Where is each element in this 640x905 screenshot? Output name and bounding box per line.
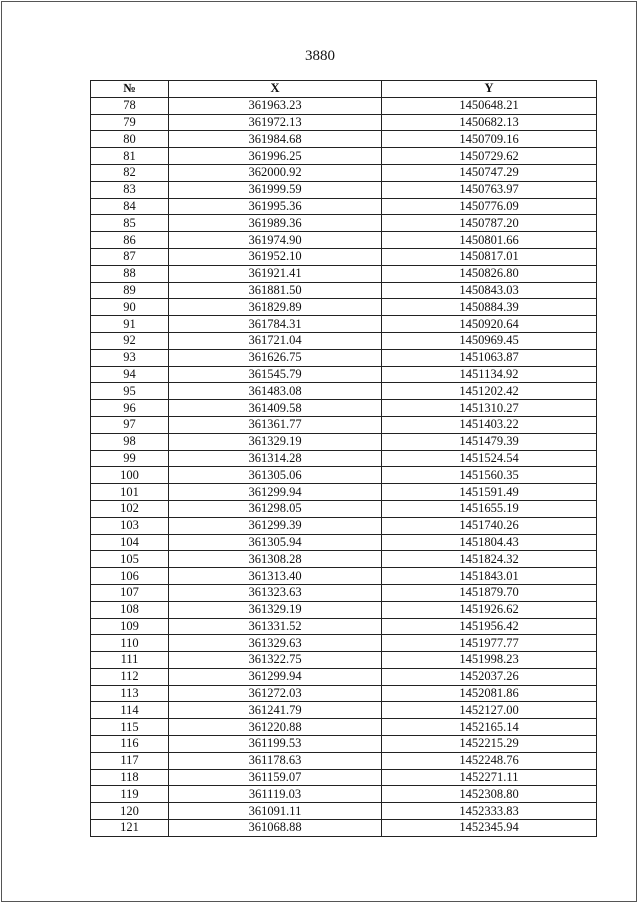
cell-y: 1451479.39 bbox=[382, 433, 597, 450]
table-row bbox=[91, 148, 597, 165]
cell-x: 361972.13 bbox=[169, 114, 382, 131]
cell-number: 118 bbox=[91, 769, 169, 786]
cell-number: 93 bbox=[91, 349, 169, 366]
cell-y: 1451560.35 bbox=[382, 467, 597, 484]
table-row bbox=[91, 752, 597, 769]
coordinates-table bbox=[90, 80, 597, 837]
cell-y: 1451843.01 bbox=[382, 568, 597, 585]
table-row bbox=[91, 450, 597, 467]
cell-x: 361409.58 bbox=[169, 400, 382, 417]
table-row bbox=[91, 820, 597, 837]
cell-y: 1450747.29 bbox=[382, 164, 597, 181]
cell-number: 114 bbox=[91, 702, 169, 719]
cell-y: 1450817.01 bbox=[382, 248, 597, 265]
cell-y: 1452271.11 bbox=[382, 769, 597, 786]
cell-number: 113 bbox=[91, 685, 169, 702]
table-row bbox=[91, 181, 597, 198]
cell-x: 361305.06 bbox=[169, 467, 382, 484]
cell-y: 1452037.26 bbox=[382, 668, 597, 685]
table-header bbox=[91, 81, 597, 98]
cell-y: 1450763.97 bbox=[382, 181, 597, 198]
cell-number: 106 bbox=[91, 568, 169, 585]
cell-y: 1451403.22 bbox=[382, 416, 597, 433]
cell-x: 361784.31 bbox=[169, 316, 382, 333]
cell-x: 361721.04 bbox=[169, 332, 382, 349]
cell-x: 361299.39 bbox=[169, 517, 382, 534]
cell-number: 104 bbox=[91, 534, 169, 551]
cell-number: 82 bbox=[91, 164, 169, 181]
cell-x: 361314.28 bbox=[169, 450, 382, 467]
cell-number: 98 bbox=[91, 433, 169, 450]
cell-number: 111 bbox=[91, 652, 169, 669]
cell-y: 1452215.29 bbox=[382, 736, 597, 753]
cell-y: 1450648.21 bbox=[382, 97, 597, 114]
cell-x: 361199.53 bbox=[169, 736, 382, 753]
cell-number: 83 bbox=[91, 181, 169, 198]
table-row bbox=[91, 164, 597, 181]
table-row bbox=[91, 433, 597, 450]
table-row bbox=[91, 248, 597, 265]
cell-number: 87 bbox=[91, 248, 169, 265]
cell-x: 361984.68 bbox=[169, 131, 382, 148]
cell-number: 112 bbox=[91, 668, 169, 685]
table-row bbox=[91, 97, 597, 114]
cell-number: 79 bbox=[91, 114, 169, 131]
header-y: Y bbox=[382, 81, 597, 98]
table-row bbox=[91, 685, 597, 702]
cell-number: 97 bbox=[91, 416, 169, 433]
cell-number: 92 bbox=[91, 332, 169, 349]
cell-x: 361305.94 bbox=[169, 534, 382, 551]
cell-number: 119 bbox=[91, 786, 169, 803]
cell-y: 1450969.45 bbox=[382, 332, 597, 349]
cell-number: 110 bbox=[91, 635, 169, 652]
table-row bbox=[91, 786, 597, 803]
cell-x: 361299.94 bbox=[169, 668, 382, 685]
cell-y: 1450682.13 bbox=[382, 114, 597, 131]
cell-number: 121 bbox=[91, 820, 169, 837]
cell-y: 1452308.80 bbox=[382, 786, 597, 803]
table-row bbox=[91, 702, 597, 719]
cell-number: 90 bbox=[91, 299, 169, 316]
header-number: № bbox=[91, 81, 169, 98]
cell-x: 361963.23 bbox=[169, 97, 382, 114]
cell-x: 361331.52 bbox=[169, 618, 382, 635]
table-row bbox=[91, 736, 597, 753]
cell-y: 1451977.77 bbox=[382, 635, 597, 652]
cell-x: 361272.03 bbox=[169, 685, 382, 702]
cell-y: 1451740.26 bbox=[382, 517, 597, 534]
cell-number: 100 bbox=[91, 467, 169, 484]
cell-y: 1451202.42 bbox=[382, 383, 597, 400]
cell-x: 361996.25 bbox=[169, 148, 382, 165]
cell-number: 105 bbox=[91, 551, 169, 568]
cell-x: 361241.79 bbox=[169, 702, 382, 719]
header-x: X bbox=[169, 81, 382, 98]
cell-number: 107 bbox=[91, 584, 169, 601]
cell-y: 1452081.86 bbox=[382, 685, 597, 702]
cell-y: 1451879.70 bbox=[382, 584, 597, 601]
cell-number: 94 bbox=[91, 366, 169, 383]
cell-x: 361545.79 bbox=[169, 366, 382, 383]
cell-number: 117 bbox=[91, 752, 169, 769]
cell-y: 1450709.16 bbox=[382, 131, 597, 148]
table-row bbox=[91, 584, 597, 601]
cell-y: 1451926.62 bbox=[382, 601, 597, 618]
cell-y: 1451310.27 bbox=[382, 400, 597, 417]
cell-y: 1451591.49 bbox=[382, 484, 597, 501]
header-row bbox=[91, 81, 597, 98]
cell-x: 361178.63 bbox=[169, 752, 382, 769]
cell-number: 89 bbox=[91, 282, 169, 299]
cell-x: 361323.63 bbox=[169, 584, 382, 601]
cell-x: 361626.75 bbox=[169, 349, 382, 366]
cell-x: 361313.40 bbox=[169, 568, 382, 585]
cell-x: 361881.50 bbox=[169, 282, 382, 299]
cell-x: 361329.63 bbox=[169, 635, 382, 652]
table-row bbox=[91, 500, 597, 517]
cell-x: 361091.11 bbox=[169, 803, 382, 820]
cell-y: 1450787.20 bbox=[382, 215, 597, 232]
table-row bbox=[91, 635, 597, 652]
cell-y: 1450801.66 bbox=[382, 232, 597, 249]
table-row bbox=[91, 568, 597, 585]
cell-number: 99 bbox=[91, 450, 169, 467]
cell-number: 96 bbox=[91, 400, 169, 417]
cell-x: 361299.94 bbox=[169, 484, 382, 501]
cell-x: 361298.05 bbox=[169, 500, 382, 517]
cell-y: 1452248.76 bbox=[382, 752, 597, 769]
cell-number: 115 bbox=[91, 719, 169, 736]
cell-y: 1450826.80 bbox=[382, 265, 597, 282]
cell-number: 102 bbox=[91, 500, 169, 517]
cell-x: 361159.07 bbox=[169, 769, 382, 786]
cell-y: 1450776.09 bbox=[382, 198, 597, 215]
table-row bbox=[91, 517, 597, 534]
table-row bbox=[91, 366, 597, 383]
cell-x: 361119.03 bbox=[169, 786, 382, 803]
cell-number: 109 bbox=[91, 618, 169, 635]
cell-number: 91 bbox=[91, 316, 169, 333]
cell-number: 86 bbox=[91, 232, 169, 249]
table-row bbox=[91, 484, 597, 501]
table-row bbox=[91, 652, 597, 669]
cell-y: 1451804.43 bbox=[382, 534, 597, 551]
table-row bbox=[91, 282, 597, 299]
cell-x: 361361.77 bbox=[169, 416, 382, 433]
cell-x: 361989.36 bbox=[169, 215, 382, 232]
table-row bbox=[91, 618, 597, 635]
cell-number: 85 bbox=[91, 215, 169, 232]
table-row bbox=[91, 467, 597, 484]
cell-number: 103 bbox=[91, 517, 169, 534]
table-row bbox=[91, 400, 597, 417]
cell-x: 361995.36 bbox=[169, 198, 382, 215]
table-row bbox=[91, 769, 597, 786]
table-row bbox=[91, 299, 597, 316]
cell-y: 1452345.94 bbox=[382, 820, 597, 837]
cell-number: 95 bbox=[91, 383, 169, 400]
cell-y: 1452333.83 bbox=[382, 803, 597, 820]
table-row bbox=[91, 668, 597, 685]
cell-y: 1451956.42 bbox=[382, 618, 597, 635]
cell-number: 116 bbox=[91, 736, 169, 753]
cell-x: 361829.89 bbox=[169, 299, 382, 316]
cell-x: 361921.41 bbox=[169, 265, 382, 282]
cell-y: 1451524.54 bbox=[382, 450, 597, 467]
cell-y: 1451063.87 bbox=[382, 349, 597, 366]
cell-x: 362000.92 bbox=[169, 164, 382, 181]
table-row bbox=[91, 215, 597, 232]
cell-number: 80 bbox=[91, 131, 169, 148]
table-row bbox=[91, 232, 597, 249]
table-row bbox=[91, 803, 597, 820]
table-row bbox=[91, 383, 597, 400]
cell-x: 361329.19 bbox=[169, 601, 382, 618]
cell-number: 101 bbox=[91, 484, 169, 501]
cell-y: 1451824.32 bbox=[382, 551, 597, 568]
table-row bbox=[91, 534, 597, 551]
table-row bbox=[91, 349, 597, 366]
table-row bbox=[91, 131, 597, 148]
cell-y: 1452165.14 bbox=[382, 719, 597, 736]
table-row bbox=[91, 719, 597, 736]
cell-number: 108 bbox=[91, 601, 169, 618]
table-row bbox=[91, 265, 597, 282]
cell-x: 361974.90 bbox=[169, 232, 382, 249]
cell-y: 1451134.92 bbox=[382, 366, 597, 383]
table-row bbox=[91, 198, 597, 215]
cell-number: 84 bbox=[91, 198, 169, 215]
table-body bbox=[91, 97, 597, 836]
cell-y: 1450729.62 bbox=[382, 148, 597, 165]
table-row bbox=[91, 601, 597, 618]
cell-number: 78 bbox=[91, 97, 169, 114]
cell-number: 88 bbox=[91, 265, 169, 282]
cell-y: 1450843.03 bbox=[382, 282, 597, 299]
cell-x: 361068.88 bbox=[169, 820, 382, 837]
cell-y: 1451655.19 bbox=[382, 500, 597, 517]
table-row bbox=[91, 416, 597, 433]
cell-number: 81 bbox=[91, 148, 169, 165]
cell-x: 361483.08 bbox=[169, 383, 382, 400]
cell-number: 120 bbox=[91, 803, 169, 820]
cell-x: 361322.75 bbox=[169, 652, 382, 669]
cell-x: 361952.10 bbox=[169, 248, 382, 265]
cell-x: 361329.19 bbox=[169, 433, 382, 450]
cell-y: 1450884.39 bbox=[382, 299, 597, 316]
cell-x: 361220.88 bbox=[169, 719, 382, 736]
page-number: 3880 bbox=[305, 48, 335, 64]
table-row bbox=[91, 551, 597, 568]
table-row bbox=[91, 332, 597, 349]
table-row bbox=[91, 316, 597, 333]
cell-x: 361999.59 bbox=[169, 181, 382, 198]
cell-y: 1450920.64 bbox=[382, 316, 597, 333]
table-row bbox=[91, 114, 597, 131]
cell-y: 1452127.00 bbox=[382, 702, 597, 719]
cell-y: 1451998.23 bbox=[382, 652, 597, 669]
cell-x: 361308.28 bbox=[169, 551, 382, 568]
